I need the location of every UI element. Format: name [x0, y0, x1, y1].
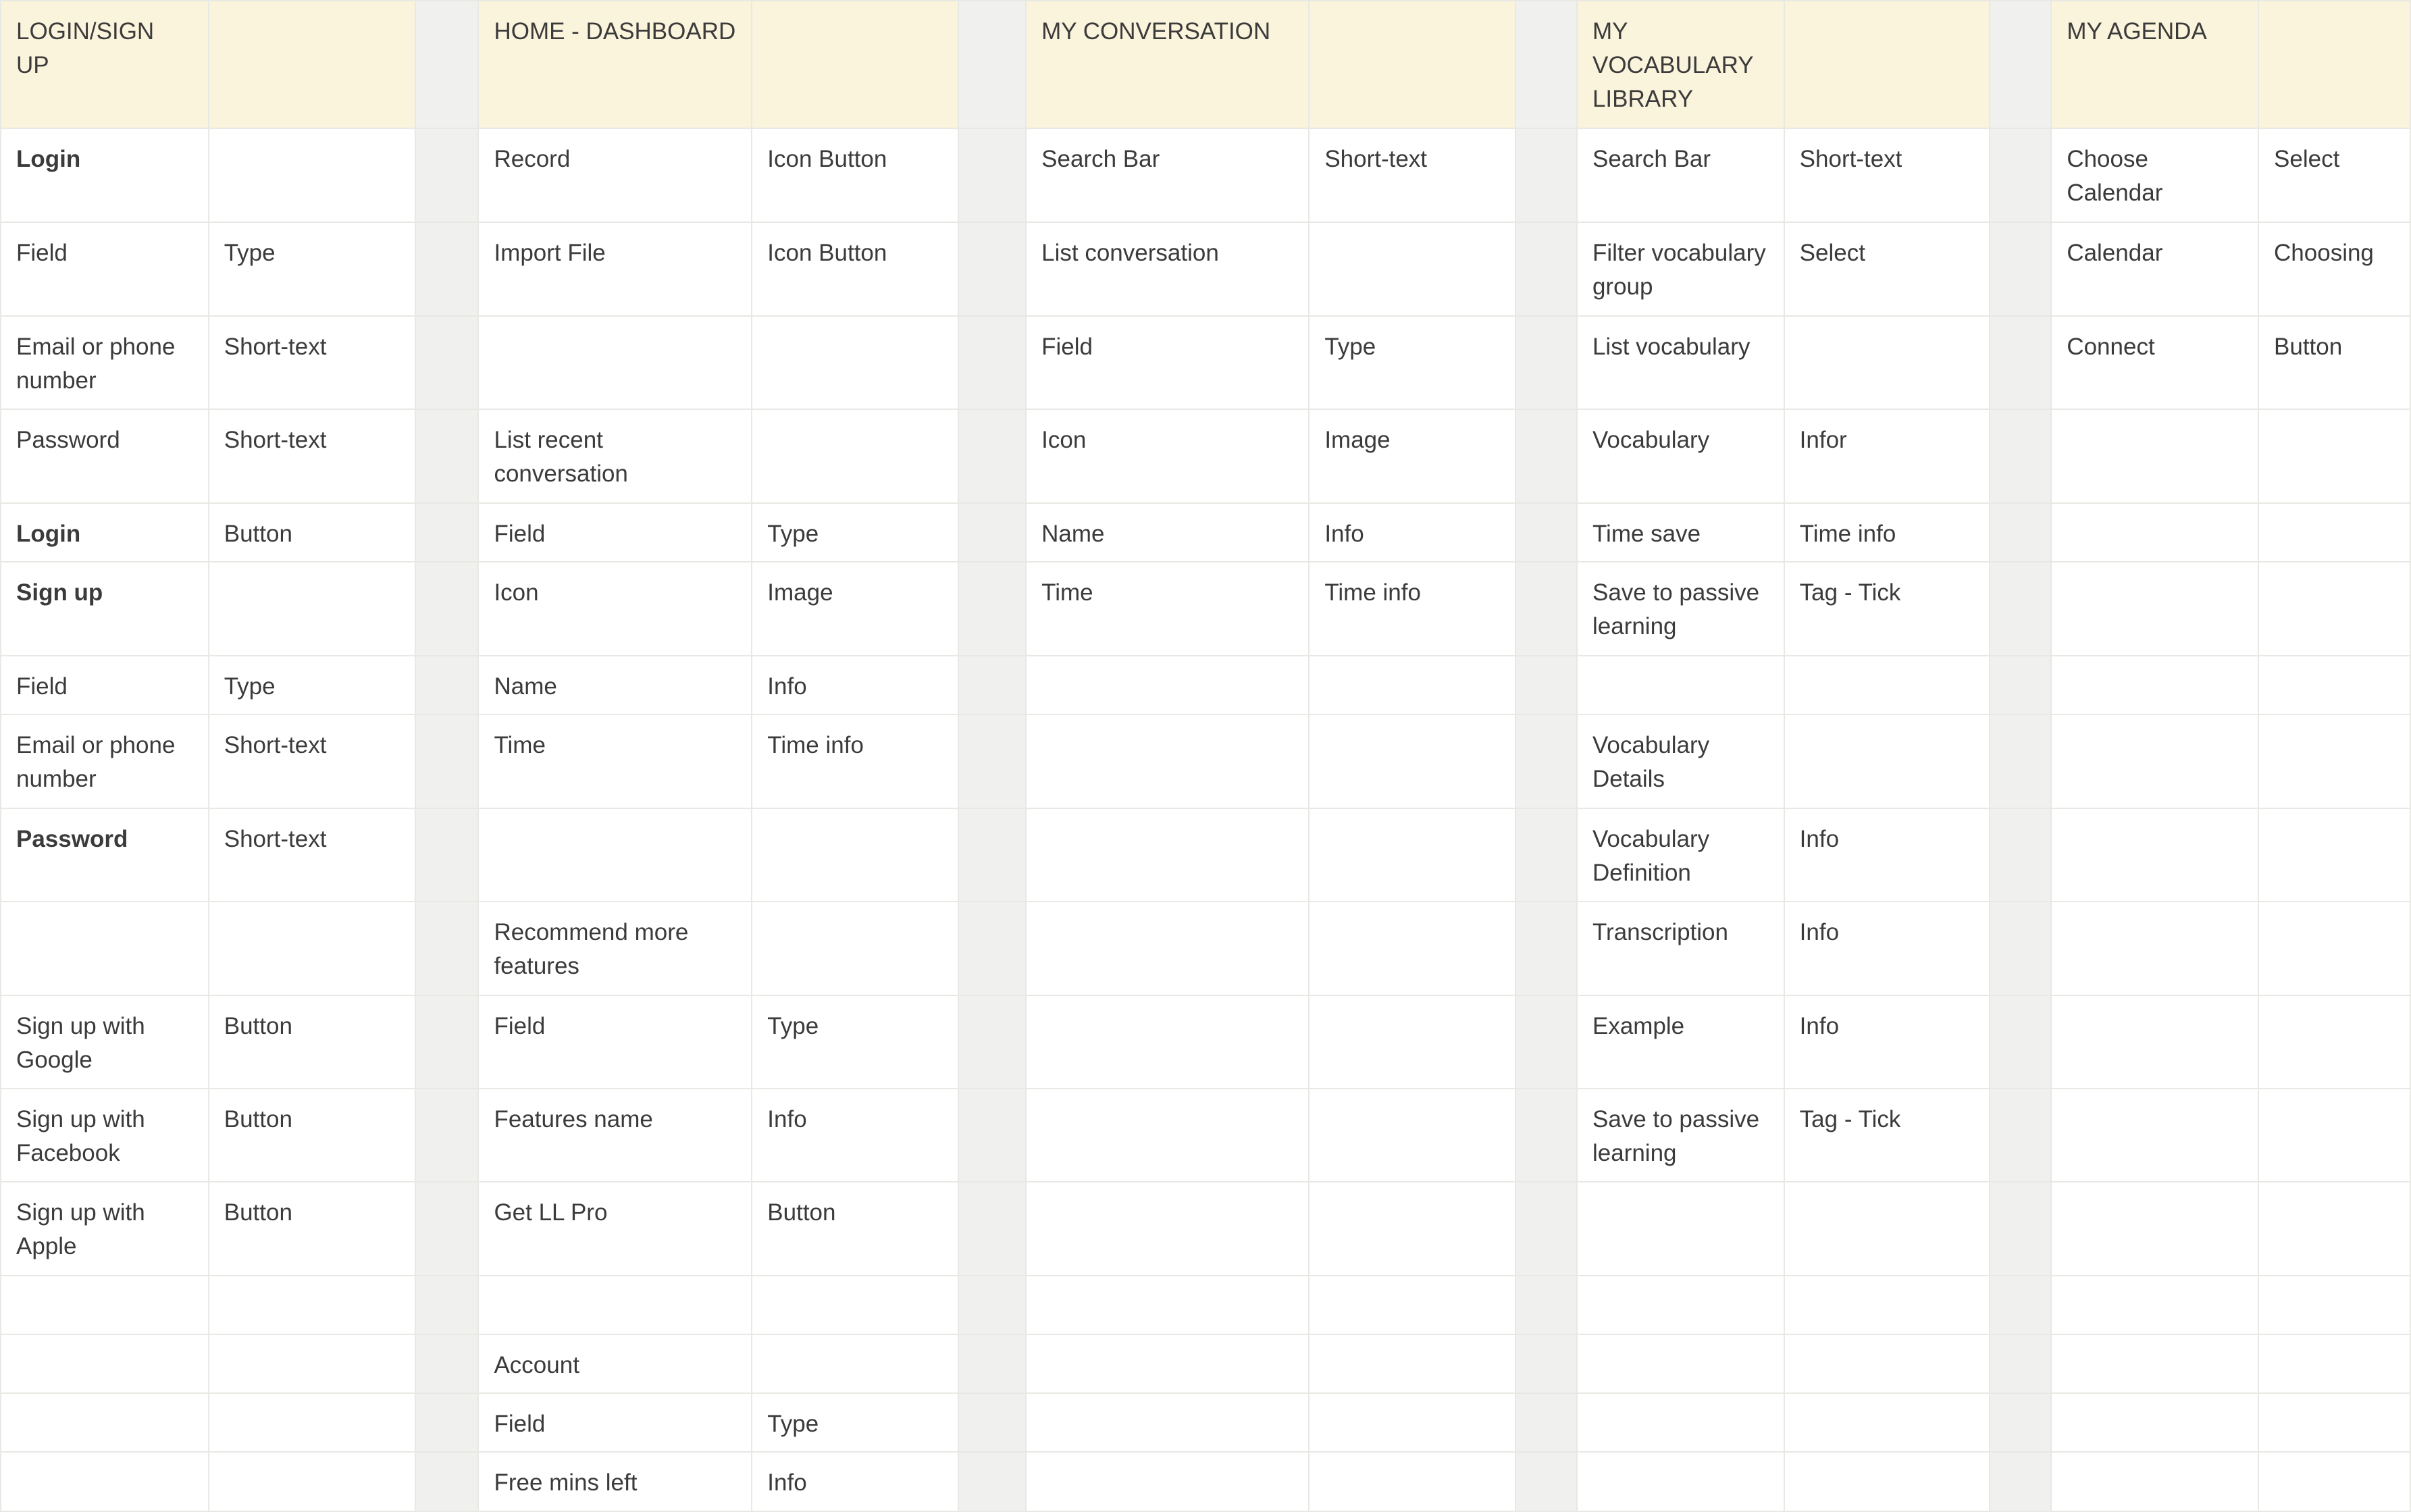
table-row — [1, 808, 2410, 902]
cell-agenda-type[interactable]: Choosing — [2258, 222, 2410, 316]
cell-conv-type[interactable]: Info — [1309, 503, 1515, 562]
cell-vocab-type[interactable]: Tag - Tick — [1784, 1089, 1990, 1182]
cell-home-type[interactable]: Icon Button — [752, 222, 958, 316]
column-gap — [1515, 1, 1577, 128]
column-gap — [1990, 1334, 2051, 1393]
column-gap — [1515, 409, 1577, 503]
column-gap — [958, 995, 1026, 1089]
cell-vocab-label[interactable] — [1577, 1276, 1784, 1334]
column-gap — [415, 1, 478, 128]
cell-login-type[interactable]: Button — [209, 1089, 416, 1182]
column-gap — [1990, 1182, 2051, 1276]
column-gap — [1990, 316, 2051, 409]
cell-vocab-type[interactable] — [1784, 1182, 1990, 1276]
cell-conv-label[interactable] — [1026, 1452, 1309, 1511]
table-row — [1, 1089, 2410, 1182]
cell-agenda-label[interactable] — [2051, 1334, 2258, 1393]
cell-home-type[interactable]: Type — [752, 995, 958, 1089]
cell-vocab-type[interactable] — [1784, 1393, 1990, 1452]
cell-agenda-label[interactable] — [2051, 1182, 2258, 1276]
cell-vocab-label[interactable]: Save to passive learning — [1577, 562, 1784, 656]
column-gap — [415, 808, 478, 902]
cell-login-label[interactable]: Field — [1, 656, 209, 714]
cell-vocab-type[interactable]: Info — [1784, 808, 1990, 902]
cell-vocab-type[interactable] — [1784, 1276, 1990, 1334]
column-gap — [415, 503, 478, 562]
cell-agenda-label[interactable] — [2051, 902, 2258, 995]
column-gap — [1990, 128, 2051, 222]
column-gap — [958, 562, 1026, 656]
column-gap — [415, 1089, 478, 1182]
cell-conv-type[interactable] — [1309, 714, 1515, 808]
cell-agenda-type[interactable] — [2258, 503, 2410, 562]
cell-vocab-type[interactable]: Info — [1784, 995, 1990, 1089]
cell-vocab-label[interactable]: List vocabulary — [1577, 316, 1784, 409]
column-gap — [415, 902, 478, 995]
cell-login-type[interactable]: Button — [209, 1182, 416, 1276]
column-gap — [415, 1276, 478, 1334]
header-cell-home-type[interactable] — [752, 1, 958, 128]
column-gap — [1990, 1089, 2051, 1182]
cell-conv-type[interactable]: Time info — [1309, 562, 1515, 656]
cell-vocab-label[interactable] — [1577, 1334, 1784, 1393]
cell-agenda-label[interactable] — [2051, 562, 2258, 656]
cell-agenda-type[interactable] — [2258, 995, 2410, 1089]
cell-vocab-type[interactable] — [1784, 1452, 1990, 1511]
table-row — [1, 562, 2410, 656]
column-gap — [415, 316, 478, 409]
cell-agenda-label[interactable] — [2051, 714, 2258, 808]
cell-vocab-type[interactable]: Info — [1784, 902, 1990, 995]
cell-home-label[interactable]: Icon — [478, 562, 752, 656]
cell-conv-type[interactable]: Type — [1309, 316, 1515, 409]
column-gap — [1990, 409, 2051, 503]
column-gap — [1990, 562, 2051, 656]
header-row — [1, 1, 2410, 128]
header-cell-conv-label[interactable]: MY CONVERSATION — [1026, 1, 1309, 128]
column-gap — [1990, 1452, 2051, 1511]
cell-home-type[interactable] — [752, 1276, 958, 1334]
cell-login-type[interactable]: Short-text — [209, 409, 416, 503]
cell-login-label[interactable]: Password — [1, 808, 209, 902]
cell-vocab-label[interactable]: Time save — [1577, 503, 1784, 562]
table-row — [1, 995, 2410, 1089]
cell-home-label[interactable]: Time — [478, 714, 752, 808]
cell-conv-label[interactable] — [1026, 1393, 1309, 1452]
cell-home-type[interactable]: Time info — [752, 714, 958, 808]
cell-home-type[interactable]: Image — [752, 562, 958, 656]
column-gap — [415, 1182, 478, 1276]
cell-home-label[interactable]: Field — [478, 1393, 752, 1452]
cell-vocab-type[interactable] — [1784, 1334, 1990, 1393]
table-row — [1, 1182, 2410, 1276]
cell-agenda-type[interactable] — [2258, 1089, 2410, 1182]
column-gap — [415, 1334, 478, 1393]
cell-home-label[interactable]: Features name — [478, 1089, 752, 1182]
column-gap — [958, 1393, 1026, 1452]
cell-vocab-type[interactable]: Time info — [1784, 503, 1990, 562]
cell-conv-label[interactable] — [1026, 714, 1309, 808]
cell-login-label[interactable] — [1, 902, 209, 995]
cell-home-type[interactable]: Info — [752, 656, 958, 714]
cell-vocab-label[interactable] — [1577, 656, 1784, 714]
cell-agenda-label[interactable]: Choose Calendar — [2051, 128, 2258, 222]
cell-login-label[interactable]: Email or phone number — [1, 714, 209, 808]
column-gap — [415, 562, 478, 656]
cell-vocab-label[interactable] — [1577, 1393, 1784, 1452]
cell-login-type[interactable] — [209, 1334, 416, 1393]
column-gap — [1990, 656, 2051, 714]
cell-vocab-label[interactable]: Vocabulary Details — [1577, 714, 1784, 808]
cell-login-label[interactable]: Sign up with Facebook — [1, 1089, 209, 1182]
cell-vocab-type[interactable] — [1784, 714, 1990, 808]
sheet-body — [1, 1, 2410, 1511]
cell-home-label[interactable]: Account — [478, 1334, 752, 1393]
column-gap — [958, 409, 1026, 503]
cell-conv-label[interactable]: List conversation — [1026, 222, 1309, 316]
cell-home-type[interactable] — [752, 1334, 958, 1393]
table-row — [1, 1334, 2410, 1393]
cell-home-label[interactable] — [478, 1276, 752, 1334]
cell-conv-type[interactable] — [1309, 1089, 1515, 1182]
column-gap — [958, 714, 1026, 808]
table-row — [1, 128, 2410, 222]
column-gap — [1990, 222, 2051, 316]
table-row — [1, 503, 2410, 562]
column-gap — [1515, 808, 1577, 902]
cell-vocab-label[interactable] — [1577, 1182, 1784, 1276]
column-gap — [1515, 1393, 1577, 1452]
column-gap — [958, 1334, 1026, 1393]
column-gap — [1990, 995, 2051, 1089]
cell-login-type[interactable] — [209, 562, 416, 656]
cell-conv-type[interactable] — [1309, 1334, 1515, 1393]
cell-agenda-label[interactable] — [2051, 1452, 2258, 1511]
column-gap — [958, 1089, 1026, 1182]
cell-conv-type[interactable] — [1309, 808, 1515, 902]
cell-login-type[interactable]: Button — [209, 503, 416, 562]
cell-vocab-label[interactable]: Transcription — [1577, 902, 1784, 995]
cell-home-type[interactable] — [752, 409, 958, 503]
cell-conv-label[interactable] — [1026, 1334, 1309, 1393]
cell-home-label[interactable]: Field — [478, 503, 752, 562]
cell-home-label[interactable]: Field — [478, 995, 752, 1089]
column-gap — [958, 503, 1026, 562]
cell-home-type[interactable]: Info — [752, 1089, 958, 1182]
cell-conv-label[interactable] — [1026, 995, 1309, 1089]
cell-conv-label[interactable]: Field — [1026, 316, 1309, 409]
cell-vocab-label[interactable]: Save to passive learning — [1577, 1089, 1784, 1182]
cell-home-label[interactable]: Recommend more features — [478, 902, 752, 995]
table-row — [1, 1452, 2410, 1511]
column-gap — [415, 714, 478, 808]
cell-login-label[interactable] — [1, 1452, 209, 1511]
cell-vocab-type[interactable]: Infor — [1784, 409, 1990, 503]
cell-login-label[interactable]: Sign up — [1, 562, 209, 656]
column-gap — [958, 222, 1026, 316]
cell-agenda-label[interactable] — [2051, 503, 2258, 562]
column-gap — [1990, 1393, 2051, 1452]
column-gap — [1515, 995, 1577, 1089]
column-gap — [1990, 902, 2051, 995]
cell-home-type[interactable] — [752, 902, 958, 995]
cell-conv-type[interactable]: Image — [1309, 409, 1515, 503]
column-gap — [1515, 714, 1577, 808]
cell-login-type[interactable] — [209, 1276, 416, 1334]
column-gap — [1990, 808, 2051, 902]
cell-conv-label[interactable]: Time — [1026, 562, 1309, 656]
cell-agenda-type[interactable] — [2258, 1276, 2410, 1334]
cell-vocab-label[interactable]: Vocabulary — [1577, 409, 1784, 503]
header-cell-vocab-label[interactable]: MY VOCABULARY LIBRARY — [1577, 1, 1784, 128]
cell-home-type[interactable] — [752, 808, 958, 902]
cell-agenda-label[interactable] — [2051, 808, 2258, 902]
table-row — [1, 409, 2410, 503]
cell-conv-type[interactable] — [1309, 1276, 1515, 1334]
cell-login-type[interactable] — [209, 902, 416, 995]
cell-agenda-label[interactable]: Calendar — [2051, 222, 2258, 316]
cell-home-label[interactable]: Record — [478, 128, 752, 222]
cell-login-type[interactable]: Type — [209, 656, 416, 714]
column-gap — [958, 808, 1026, 902]
table-row — [1, 222, 2410, 316]
cell-vocab-label[interactable]: Search Bar — [1577, 128, 1784, 222]
column-gap — [1990, 1, 2051, 128]
cell-home-type[interactable]: Info — [752, 1452, 958, 1511]
cell-vocab-label[interactable]: Vocabulary Definition — [1577, 808, 1784, 902]
cell-login-label[interactable]: Password — [1, 409, 209, 503]
table-row — [1, 656, 2410, 714]
cell-conv-type[interactable] — [1309, 656, 1515, 714]
table-row — [1, 316, 2410, 409]
column-gap — [1990, 503, 2051, 562]
cell-login-label[interactable]: Field — [1, 222, 209, 316]
cell-vocab-label[interactable] — [1577, 1452, 1784, 1511]
cell-agenda-type[interactable] — [2258, 808, 2410, 902]
header-cell-agenda-label[interactable]: MY AGENDA — [2051, 1, 2258, 128]
table-row — [1, 714, 2410, 808]
column-gap — [958, 1182, 1026, 1276]
table-row — [1, 1276, 2410, 1334]
column-gap — [958, 1452, 1026, 1511]
column-gap — [415, 656, 478, 714]
cell-login-label[interactable]: Login — [1, 503, 209, 562]
cell-login-label[interactable]: Login — [1, 128, 209, 222]
cell-vocab-type[interactable]: Select — [1784, 222, 1990, 316]
cell-vocab-type[interactable]: Tag - Tick — [1784, 562, 1990, 656]
cell-home-label[interactable]: List recent conversation — [478, 409, 752, 503]
column-gap — [1515, 902, 1577, 995]
cell-home-label[interactable] — [478, 316, 752, 409]
cell-agenda-type[interactable]: Select — [2258, 128, 2410, 222]
cell-agenda-label[interactable] — [2051, 1089, 2258, 1182]
cell-agenda-type[interactable] — [2258, 1452, 2410, 1511]
column-gap — [1515, 222, 1577, 316]
cell-home-label[interactable]: Name — [478, 656, 752, 714]
column-gap — [958, 656, 1026, 714]
cell-agenda-type[interactable] — [2258, 656, 2410, 714]
column-gap — [958, 128, 1026, 222]
cell-agenda-type[interactable] — [2258, 409, 2410, 503]
column-gap — [1515, 1089, 1577, 1182]
cell-conv-type[interactable] — [1309, 902, 1515, 995]
cell-conv-type[interactable] — [1309, 1182, 1515, 1276]
cell-agenda-label[interactable]: Connect — [2051, 316, 2258, 409]
cell-login-label[interactable] — [1, 1334, 209, 1393]
cell-conv-label[interactable] — [1026, 808, 1309, 902]
cell-login-label[interactable]: Sign up with Apple — [1, 1182, 209, 1276]
cell-vocab-type[interactable] — [1784, 316, 1990, 409]
header-cell-vocab-type[interactable] — [1784, 1, 1990, 128]
cell-conv-label[interactable] — [1026, 1182, 1309, 1276]
cell-agenda-type[interactable] — [2258, 1182, 2410, 1276]
cell-login-type[interactable]: Short-text — [209, 714, 416, 808]
cell-agenda-label[interactable] — [2051, 995, 2258, 1089]
cell-login-type[interactable]: Short-text — [209, 316, 416, 409]
column-gap — [1990, 714, 2051, 808]
cell-login-type[interactable] — [209, 1452, 416, 1511]
cell-login-label[interactable] — [1, 1276, 209, 1334]
cell-conv-label[interactable]: Search Bar — [1026, 128, 1309, 222]
column-gap — [958, 1, 1026, 128]
column-gap — [1515, 562, 1577, 656]
column-gap — [958, 316, 1026, 409]
cell-conv-label[interactable]: Icon — [1026, 409, 1309, 503]
cell-vocab-type[interactable]: Short-text — [1784, 128, 1990, 222]
cell-vocab-type[interactable] — [1784, 656, 1990, 714]
header-cell-conv-type[interactable] — [1309, 1, 1515, 128]
cell-conv-label[interactable] — [1026, 1089, 1309, 1182]
cell-agenda-type[interactable] — [2258, 714, 2410, 808]
cell-agenda-type[interactable]: Button — [2258, 316, 2410, 409]
cell-home-type[interactable]: Button — [752, 1182, 958, 1276]
column-gap — [415, 409, 478, 503]
column-gap — [415, 222, 478, 316]
cell-agenda-type[interactable] — [2258, 1334, 2410, 1393]
cell-login-label[interactable]: Sign up with Google — [1, 995, 209, 1089]
column-gap — [1515, 656, 1577, 714]
cell-home-label[interactable]: Import File — [478, 222, 752, 316]
header-cell-agenda-type[interactable] — [2258, 1, 2410, 128]
cell-agenda-type[interactable] — [2258, 902, 2410, 995]
column-gap — [1515, 128, 1577, 222]
table-row — [1, 1393, 2410, 1452]
cell-login-type[interactable]: Button — [209, 995, 416, 1089]
cell-vocab-label[interactable]: Filter vocabulary group — [1577, 222, 1784, 316]
header-cell-home-label[interactable]: HOME - DASHBOARD — [478, 1, 752, 128]
cell-conv-type[interactable] — [1309, 1452, 1515, 1511]
cell-conv-type[interactable]: Short-text — [1309, 128, 1515, 222]
cell-login-label[interactable] — [1, 1393, 209, 1452]
cell-conv-type[interactable] — [1309, 222, 1515, 316]
cell-login-type[interactable] — [209, 128, 416, 222]
cell-home-label[interactable]: Get LL Pro — [478, 1182, 752, 1276]
cell-vocab-label[interactable]: Example — [1577, 995, 1784, 1089]
cell-home-type[interactable]: Type — [752, 1393, 958, 1452]
cell-home-label[interactable]: Free mins left — [478, 1452, 752, 1511]
column-gap — [1515, 316, 1577, 409]
column-gap — [958, 1276, 1026, 1334]
column-gap — [1515, 1276, 1577, 1334]
column-gap — [1515, 1452, 1577, 1511]
cell-login-label[interactable]: Email or phone number — [1, 316, 209, 409]
column-gap — [1990, 1276, 2051, 1334]
cell-home-type[interactable]: Type — [752, 503, 958, 562]
column-gap — [415, 128, 478, 222]
cell-login-type[interactable] — [209, 1393, 416, 1452]
header-cell-login-label[interactable]: LOGIN/SIGN UP — [1, 1, 209, 128]
cell-agenda-label[interactable] — [2051, 1276, 2258, 1334]
cell-agenda-label[interactable] — [2051, 409, 2258, 503]
header-cell-login-type[interactable] — [209, 1, 416, 128]
cell-agenda-label[interactable] — [2051, 1393, 2258, 1452]
column-gap — [958, 902, 1026, 995]
cell-home-type[interactable]: Icon Button — [752, 128, 958, 222]
cell-login-type[interactable]: Short-text — [209, 808, 416, 902]
column-gap — [1515, 503, 1577, 562]
cell-agenda-type[interactable] — [2258, 1393, 2410, 1452]
table-row — [1, 902, 2410, 995]
cell-conv-label[interactable] — [1026, 1276, 1309, 1334]
cell-home-type[interactable] — [752, 316, 958, 409]
column-gap — [1515, 1182, 1577, 1276]
column-gap — [415, 1452, 478, 1511]
cell-agenda-type[interactable] — [2258, 562, 2410, 656]
column-gap — [1515, 1334, 1577, 1393]
cell-home-label[interactable] — [478, 808, 752, 902]
cell-conv-type[interactable] — [1309, 995, 1515, 1089]
cell-conv-label[interactable] — [1026, 656, 1309, 714]
column-gap — [415, 1393, 478, 1452]
cell-login-type[interactable]: Type — [209, 222, 416, 316]
column-gap — [415, 995, 478, 1089]
cell-agenda-label[interactable] — [2051, 656, 2258, 714]
cell-conv-type[interactable] — [1309, 1393, 1515, 1452]
cell-conv-label[interactable] — [1026, 902, 1309, 995]
cell-conv-label[interactable]: Name — [1026, 503, 1309, 562]
